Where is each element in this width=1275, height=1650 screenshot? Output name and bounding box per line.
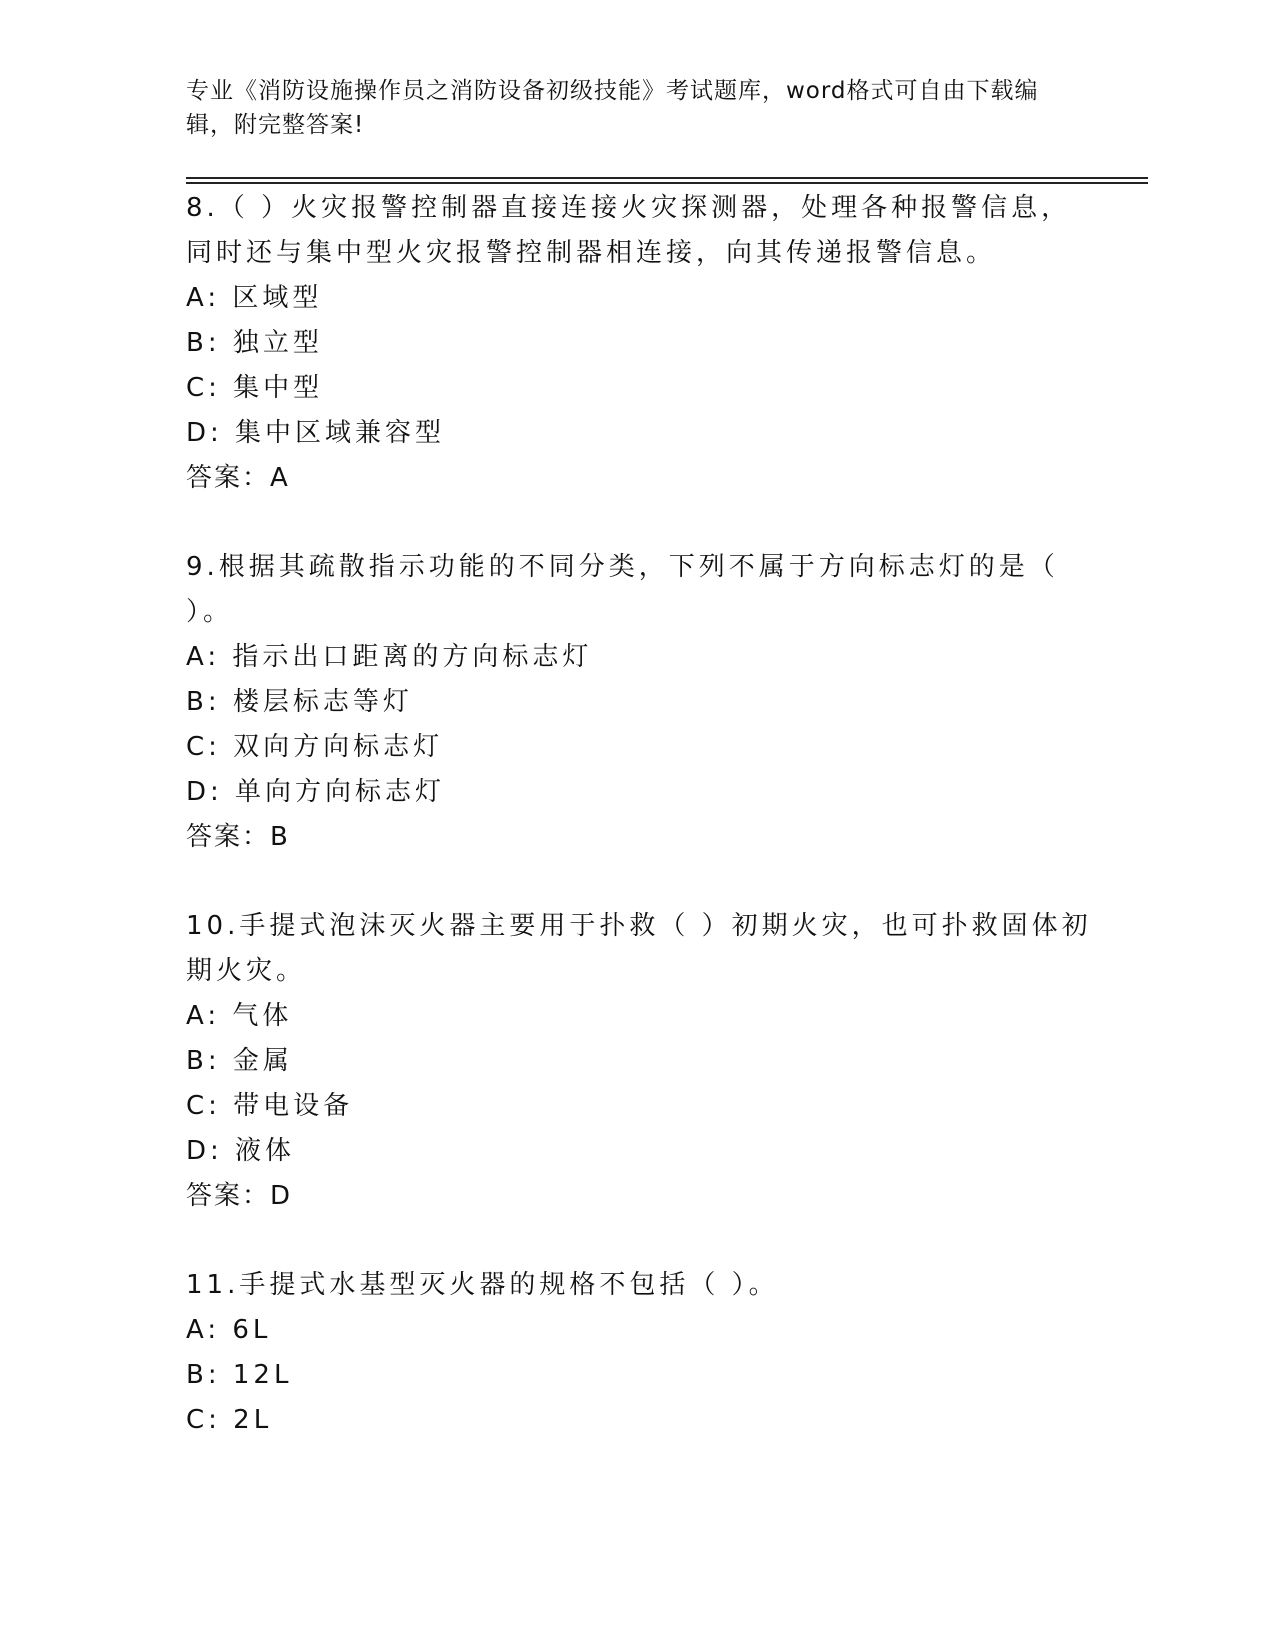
question-stem: 11.手提式水基型灭火器的规格不包括（ ）。 xyxy=(186,1270,779,1300)
option-a: A: 指示出口距离的方向标志灯 xyxy=(186,642,593,672)
option-d: D: 液体 xyxy=(186,1136,296,1166)
header-divider-top xyxy=(186,177,1148,179)
header-line-2: 辑，附完整答案! xyxy=(186,112,365,138)
question-list xyxy=(186,186,1092,1443)
question-stem: 9.根据其疏散指示功能的不同分类，下列不属于方向标志灯的是（ xyxy=(186,552,1059,582)
answer-line: 答案：B xyxy=(186,822,290,852)
option-b: B: 12L xyxy=(186,1360,293,1390)
header-line-1: 专业《消防设施操作员之消防设备初级技能》考试题库，word格式可自由下载编 xyxy=(186,78,1039,104)
question-stem: 同时还与集中型火灾报警控制器相连接，向其传递报警信息。 xyxy=(186,238,997,268)
question-stem: ）。 xyxy=(186,597,234,627)
option-c: C: 双向方向标志灯 xyxy=(186,732,444,762)
option-c: C: 2L xyxy=(186,1405,273,1435)
question-stem: 8.（ ）火灾报警控制器直接连接火灾探测器，处理各种报警信息， xyxy=(186,193,1072,223)
option-b: B: 楼层标志等灯 xyxy=(186,687,413,717)
option-d: D: 集中区域兼容型 xyxy=(186,418,446,448)
option-b: B: 独立型 xyxy=(186,328,323,358)
question-10 xyxy=(186,904,1092,1219)
option-a: A: 6L xyxy=(186,1315,272,1345)
option-c: C: 带电设备 xyxy=(186,1091,354,1121)
answer-line: 答案：A xyxy=(186,463,290,493)
question-9 xyxy=(186,545,1086,860)
option-c: C: 集中型 xyxy=(186,373,324,403)
option-a: A: 区域型 xyxy=(186,283,323,313)
answer-line: 答案：D xyxy=(186,1181,293,1211)
question-11 xyxy=(186,1263,1086,1443)
document-header xyxy=(186,74,1066,142)
option-d: D: 单向方向标志灯 xyxy=(186,777,446,807)
question-stem: 10.手提式泡沫灭火器主要用于扑救（ ）初期火灾，也可扑救固体初 xyxy=(186,911,1092,941)
option-b: B: 金属 xyxy=(186,1046,293,1076)
option-a: A: 气体 xyxy=(186,1001,293,1031)
header-divider-bottom xyxy=(186,182,1148,184)
question-8 xyxy=(186,186,1086,501)
question-stem: 期火灾。 xyxy=(186,956,307,986)
